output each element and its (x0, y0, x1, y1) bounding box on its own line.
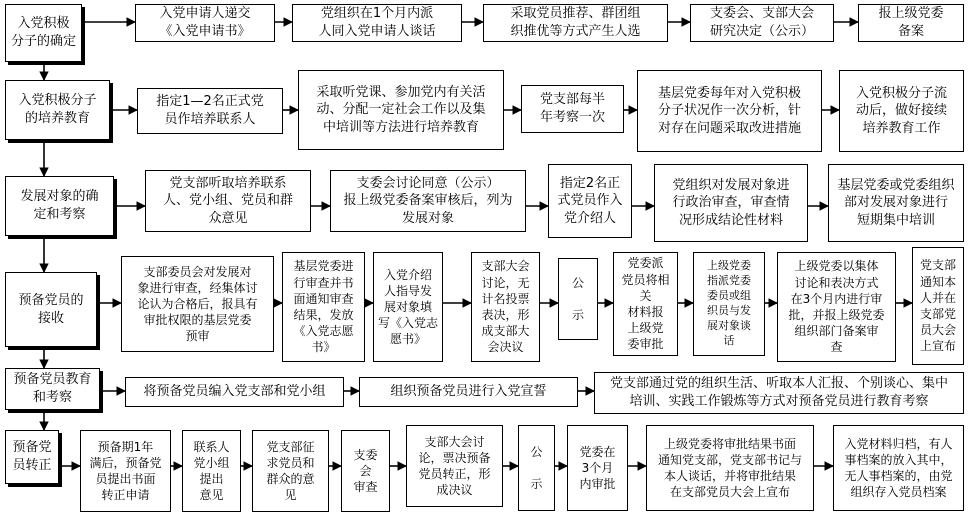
r5-step-3 (594, 372, 964, 414)
r2-step-3-text: 党支部每半 年考察一次 (539, 92, 605, 125)
r1-step-1-text: 入党申请人递交 《入党申请书》 (159, 6, 251, 39)
r6-step-9-text: 入党材料归档，有人 事档案的放入其中， 无人事档案的，由党 组织存入党员档案 (844, 436, 953, 500)
r4-step-8-text: 上级党委以集体 讨论和表决方式 在3个月内进行审 批，并报上级党委 组织部门备案审 查 (788, 259, 885, 355)
r4-step-7 (693, 252, 765, 356)
r6-step-1-text: 预备期1年 满后，预备党 员提出书面 转正申请 (89, 439, 162, 503)
r3-step-3-text: 指定2名正 式党员作入 党介绍人 (557, 175, 623, 226)
stage-6-label: 预备党 员转正 (12, 440, 52, 473)
stage-5-label: 预备党员教育 和考察 (13, 372, 92, 405)
r2-step-4 (637, 70, 822, 152)
stage-3-label: 发展对象的确 定和考察 (20, 189, 99, 222)
stage-1-box (5, 4, 82, 62)
r4-step-2 (282, 252, 365, 362)
r6-step-7 (567, 425, 628, 511)
r4-step-3-text: 入党介绍 人指导发 展对象填 写《入党志 愿书》 (377, 267, 438, 347)
r5-step-3-text: 党支部通过党的组织生活、听取本人汇报、个别谈心、集中 培训、实践工作锻炼等方式对预备党员进行教育考察 (609, 376, 948, 409)
r5-step-2-text: 组织预备党员进行入党宣誓 (390, 384, 547, 400)
r4-step-7-text: 上级党委 指派党委 委员或组 织员与发 展对象谈 话 (707, 259, 751, 347)
stage-3-box (5, 176, 114, 236)
stage-2-label: 入党积极分子 的培养教育 (18, 93, 97, 126)
r4-step-6 (613, 252, 678, 356)
r1-step-3-text: 采取党员推荐、群团组 织推优等方式产生人选 (510, 6, 641, 39)
stage-4-label: 预备党员的 接收 (18, 292, 84, 326)
r6-step-4-text: 支委 会 审查 (353, 447, 378, 495)
r4-step-9 (912, 247, 964, 365)
r4-step-9-text: 党支部 通知本 人并在 支部党 员大会 上宣布 (919, 258, 956, 354)
r6-step-8 (646, 425, 814, 511)
r1-step-5-text: 报上级党委 备案 (878, 6, 944, 39)
r2-step-1-text: 指定1—2名正式党 员作培养联系人 (156, 94, 264, 127)
r1-step-2 (292, 4, 462, 42)
r4-step-8 (777, 252, 896, 362)
r2-step-2-text: 采取听党课、参加党内有关活 动、分配一定社会工作以及集 中培训等方法进行培养教育 (316, 84, 486, 135)
r6-step-2-text: 联系人 党小组 提出 意见 (193, 439, 230, 503)
r4-step-6-text: 党委派 党员将相关 材料报 上级党 委审批 (621, 256, 670, 352)
r3-step-5 (828, 164, 964, 242)
r5-step-1-text: 将预备党员编入党支部和党小组 (143, 384, 326, 400)
r5-step-2 (359, 377, 578, 407)
r6-step-3-text: 党支部征 求党员和 群众的意 见 (266, 439, 315, 503)
r1-step-2-text: 党组织在1个月内派 人同入党申请人谈话 (318, 6, 436, 39)
r3-step-3 (548, 164, 632, 238)
r4-step-4-text: 支部大会 讨论，无 计名投票 表决，形 成支部大 会决议 (481, 259, 530, 355)
r6-step-2 (182, 430, 241, 512)
r3-step-1 (145, 170, 311, 232)
r1-step-3 (483, 4, 668, 42)
r2-step-2 (298, 70, 504, 150)
r4-step-1 (121, 256, 274, 352)
r4-step-3 (373, 252, 443, 362)
r3-step-2-text: 支委会讨论同意（公示） 报上级党委备案审核后，列为 发展对象 (343, 175, 513, 226)
r1-step-4-text: 支委会、支部大会 研究决定（公示） (709, 6, 814, 39)
r6-step-1 (80, 430, 171, 512)
stage-1-label: 入党积极 分子的确定 (10, 16, 76, 49)
r1-step-4 (690, 4, 834, 42)
r4-step-2-text: 基层党委进 行审查并书 面通知审查 结果，发放 《入党志愿 书》 (293, 259, 354, 355)
r6-step-9 (833, 425, 964, 511)
stage-5-box (5, 368, 100, 410)
r4-step-5-text: 公 示 (571, 275, 584, 323)
r6-step-7-text: 党委在 3个月 内审批 (579, 444, 616, 492)
r4-step-4 (471, 252, 540, 362)
r6-step-8-text: 上级党委将审批结果书面 通知党支部，党支部书记与 本人谈话，并将审批结果 在支部党员大会上宣布 (657, 436, 802, 500)
r2-step-3 (521, 85, 624, 133)
r1-step-1 (135, 4, 275, 42)
r6-step-6-text: 公 示 (530, 444, 543, 492)
r6-step-3 (252, 430, 329, 512)
stage-4-box (5, 272, 97, 347)
r3-step-2 (330, 170, 526, 232)
r2-step-5 (839, 70, 964, 152)
r3-step-4-text: 党组织对发展对象进 行政治审查，审查情 况形成结论性材料 (672, 177, 790, 228)
r3-step-5-text: 基层党委或党委组织 部对发展对象进行 短期集中培训 (837, 177, 955, 228)
r6-step-4 (341, 430, 390, 512)
r1-step-5 (858, 4, 964, 42)
r4-step-5 (558, 258, 598, 340)
stage-6-box (5, 430, 59, 484)
r5-step-1 (125, 377, 344, 407)
stage-2-box (5, 80, 110, 140)
r2-step-5-text: 入党积极分子流 动后，做好接续 培养教育工作 (855, 85, 947, 136)
r6-step-5-text: 支部大会讨 论，票决预备 党员转正，形 成决议 (418, 434, 491, 498)
r2-step-4-text: 基层党委每年对入党积极 分子状况作一次分析，针 对存在问题采取改进措施 (657, 85, 801, 136)
r3-step-4 (654, 164, 808, 242)
r2-step-1 (137, 88, 283, 134)
r6-step-6 (518, 425, 555, 511)
r4-step-1-text: 支部委员会对发展对 象进行审查，经集体讨 论认为合格后，报具有 审批权限的基层党委 预审 (137, 264, 258, 344)
r6-step-5 (406, 425, 503, 507)
r3-step-1-text: 党支部听取培养联系 人、党小组、党员和群 众意见 (162, 175, 293, 226)
